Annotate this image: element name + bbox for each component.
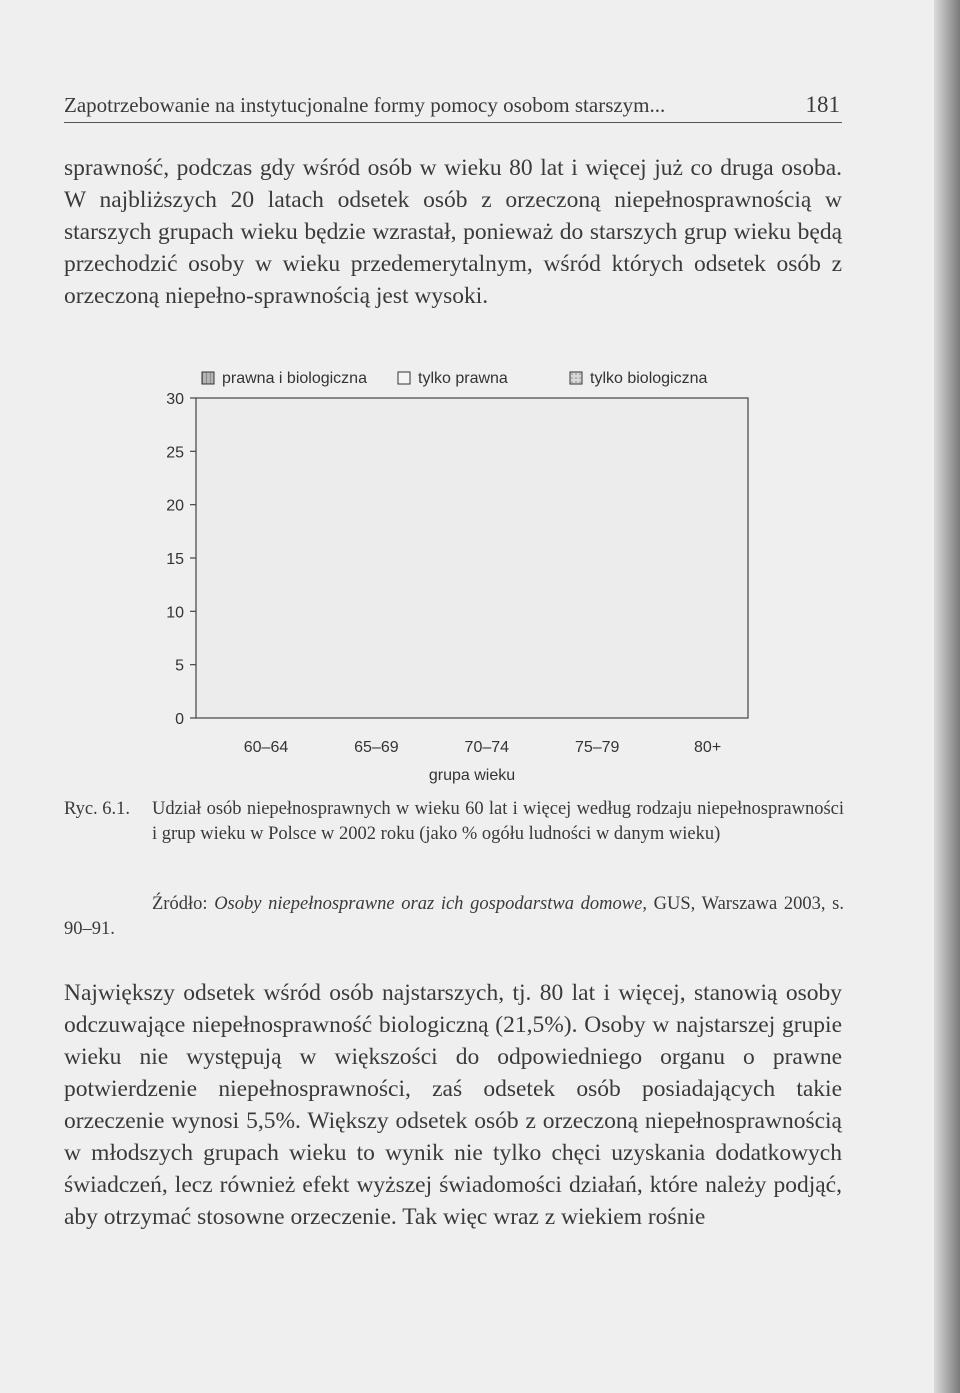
y-tick-label: 25 [166,444,184,462]
source-prefix: Źródło: [152,894,215,914]
legend-label: tylko prawna [418,370,508,387]
legend-swatch [570,372,582,384]
legend-label: tylko biologiczna [590,370,708,387]
figure-caption [64,797,844,847]
running-header [64,86,842,123]
y-tick-label: 15 [166,551,184,568]
x-tick-label: 65–69 [354,739,399,756]
x-tick-label: 60–64 [243,739,289,756]
x-tick-label: 75–79 [574,739,620,756]
y-tick-label: 30 [166,391,184,408]
legend-swatch [398,372,410,384]
y-tick-label: 5 [175,657,184,675]
plot-frame [196,398,748,718]
y-tick-label: 0 [175,711,184,728]
chart-svg [150,360,760,790]
y-tick-label: 20 [166,497,184,515]
legend-label: prawna i biologiczna [222,370,367,387]
bar-chart [150,360,760,790]
legend-swatch [202,372,214,384]
figure-caption-text: Udział osób niepełnosprawnych w wieku 60 lat i więcej według rodzaju niepełnosprawności i grup wieku w Polsce w 2002 roku (jako % ogółu ludności w danym wieku) [152,799,844,844]
x-axis-label: grupa wieku [428,767,516,784]
source-suffix: , GUS, Warszawa 2003, s. 90–91. [64,894,844,939]
figure-label: Ryc. 6.1. [64,799,131,819]
figure-source [64,892,844,942]
page-number: 181 [805,92,840,117]
page-edge-shadow [934,0,960,1393]
x-tick-label: 70–74 [464,739,510,756]
paragraph-top: sprawność, podczas gdy wśród osób w wieku 80 lat i więcej już co druga osoba. W najbliższych 20 latach odsetek osób z orzeczoną niepełnosprawnością w starszych grupach wieku będzie wzrastał, ponieważ do starszych grup wieku będą przechodzić osoby w wieku przedemerytalnym, wśród których odsetek osób z orzeczoną niepełno-sprawnością jest wysoki. [64,155,842,309]
chart-legend [202,370,708,387]
source-title: Osoby niepełnosprawne oraz ich gospodarstwa domowe [214,894,643,914]
running-title: Zapotrzebowanie na instytucjonalne formy pomocy osobom starszym... [64,93,666,117]
x-tick-label: 80+ [694,739,722,756]
paragraph-bottom: Największy odsetek wśród osób najstarszych, tj. 80 lat i więcej, stanowią osoby odczuwające niepełnosprawność biologiczną (21,5%). Osoby w najstarszej grupie wieku nie występują w większości do odpowiedniego organu o prawne potwierdzenie niepełnosprawności, zaś odsetek osób posiadających takie orzeczenie wynosi 5,5%. Większy odsetek osób z orzeczoną niepełnosprawnością w młodszych grupach wieku to wynik nie tylko chęci uzyskania dodatkowych świadczeń, lecz również efekt wyższej świadomości działań, które należy podjąć, aby otrzymać stosowne orzeczenie. Tak więc wraz z wiekiem rośnie [64,980,842,1230]
y-tick-label: 10 [166,604,184,622]
chart-axes [190,398,748,718]
